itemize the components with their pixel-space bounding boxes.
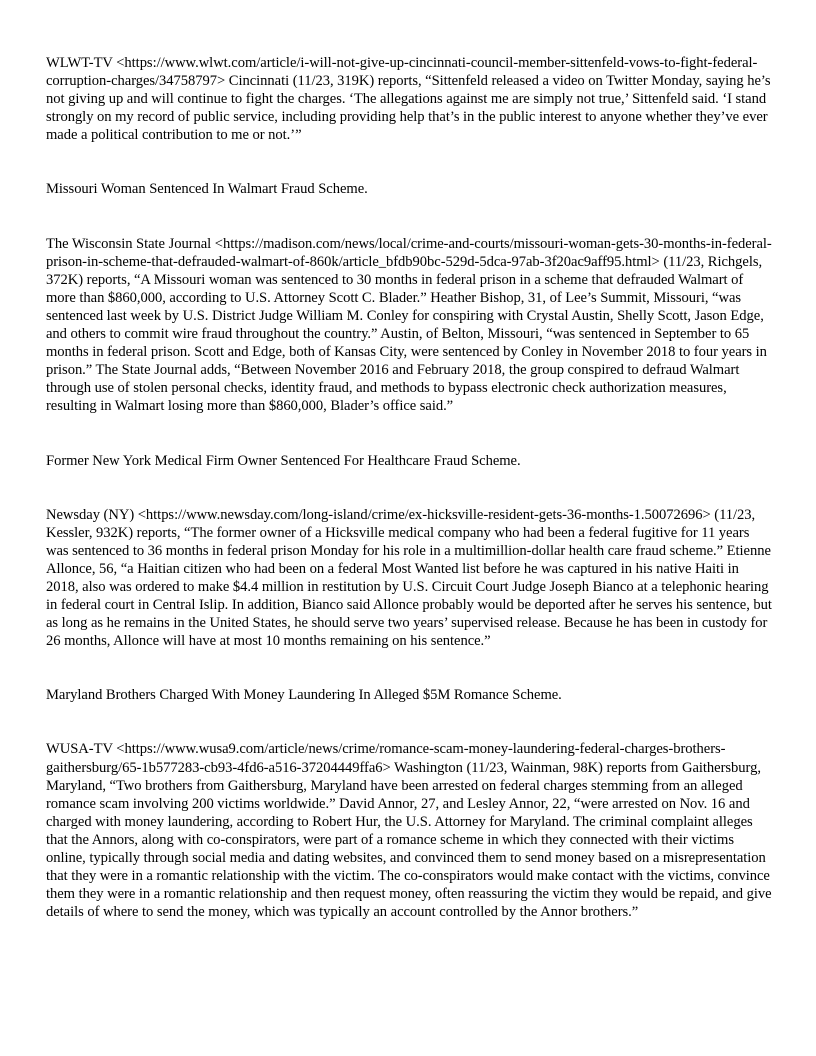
spacer [46, 650, 774, 686]
spacer [46, 704, 774, 740]
spacer [46, 144, 774, 180]
headline-healthcare-fraud: Former New York Medical Firm Owner Sentenced For Healthcare Fraud Scheme. [46, 452, 521, 469]
article-body-healthcare-fraud: Newsday (NY) <https://www.newsday.com/long-island/crime/ex-hicksville-resident-gets-36-months-1.50072696> (11/23, Kessler, 932K) reports, “The former owner of a Hicksville medical company who had been a federal fugitive for 11 years was sentenced to 36 months in federal prison Monday for his role in a multimillion-dollar health care fraud scheme.” Etienne Allonce, 56, “a Haitian citizen who had been on a federal Most Wanted list before he was captured in his native Haiti in 2018, also was ordered to make $4.4 million in restitution by U.S. Circuit Court Judge Joseph Bianco at a telephonic hearing in federal court in Central Islip. In addition, Bianco said Allonce probably would be deported after he serves his sentence, but as long as he remains in the United States, he should serve two years’ supervised release. Because he has been in custody for 26 months, Allonce will have at most 10 months remaining on his sentence.” [46, 506, 772, 650]
headline-walmart-fraud: Missouri Woman Sentenced In Walmart Fraud Scheme. [46, 181, 368, 198]
article-body-sittenfeld: WLWT-TV <https://www.wlwt.com/article/i-will-not-give-up-cincinnati-council-member-sittenfeld-vows-to-fight-federal-corruption-charges/34758797> Cincinnati (11/23, 319K) reports, “Sittenfeld released a video on Twitter Monday, saying he’s not giving up and will continue to fight the charges. ‘The allegations against me are simply not true,’ Sittenfeld said. ‘I stand strongly on my record of public service, including providing help that’s in the public interest to anyone whether they’ve ever made a political contribution to me or not.’” [46, 55, 771, 144]
spacer [46, 416, 774, 452]
document-page [46, 54, 774, 921]
article-body-walmart-fraud: The Wisconsin State Journal <https://madison.com/news/local/crime-and-courts/missouri-woman-gets-30-months-in-federal-prison-in-scheme-that-defrauded-walmart-of-860k/article_bfdb90bc-529d-5dca-97ab-3f20ac9aff95.html> (11/23, Richgels, 372K) reports, “A Missouri woman was sentenced to 30 months in federal prison in a scheme that defrauded Walmart of more than $860,000, according to U.S. Attorney Scott C. Blader.” Heather Bishop, 31, of Lee’s Summit, Missouri, “was sentenced last week by U.S. District Judge William M. Conley for conspiring with Crystal Austin, Shelly Scott, Jason Edge, and others to commit wire fraud throughout the country.” Austin, of Belton, Missouri, “was sentenced in September to 65 months in federal prison. Scott and Edge, both of Kansas City, were sentenced by Conley in November 2018 to four years in prison.” The State Journal adds, “Between November 2016 and February 2018, the group conspired to defraud Walmart through use of stolen personal checks, identity fraud, and methods to bypass electronic check authorization measures, resulting in Walmart losing more than $860,000, Blader’s office said.” [46, 235, 772, 415]
spacer [46, 199, 774, 235]
spacer [46, 470, 774, 506]
headline-romance-scheme: Maryland Brothers Charged With Money Laundering In Alleged $5M Romance Scheme. [46, 687, 562, 704]
article-body-romance-scheme: WUSA-TV <https://www.wusa9.com/article/news/crime/romance-scam-money-laundering-federal-charges-brothers-gaithersburg/65-1b577283-cb93-4fd6-a516-37204449ffa6> Washington (11/23, Wainman, 98K) reports from Gaithersburg, Maryland, “Two brothers from Gaithersburg, Maryland have been arrested on federal charges stemming from an alleged romance scam involving 200 victims worldwide.” David Annor, 27, and Lesley Annor, 22, “were arrested on Nov. 16 and charged with money laundering, according to Robert Hur, the U.S. Attorney for Maryland. The criminal complaint alleges that the Annors, along with co-conspirators, were part of a romance scheme in which they connected with their victims online, typically through social media and dating websites, and convinced them to send money based on a misrepresentation that they were in a romantic relationship with the victim. The co-conspirators would make contact with the victims, convince them they were in a romantic relationship and then request money, often reassuring the victim they would be repaid, and give details of where to send the money, which was typically an account controlled by the Annor brothers.” [46, 741, 772, 921]
